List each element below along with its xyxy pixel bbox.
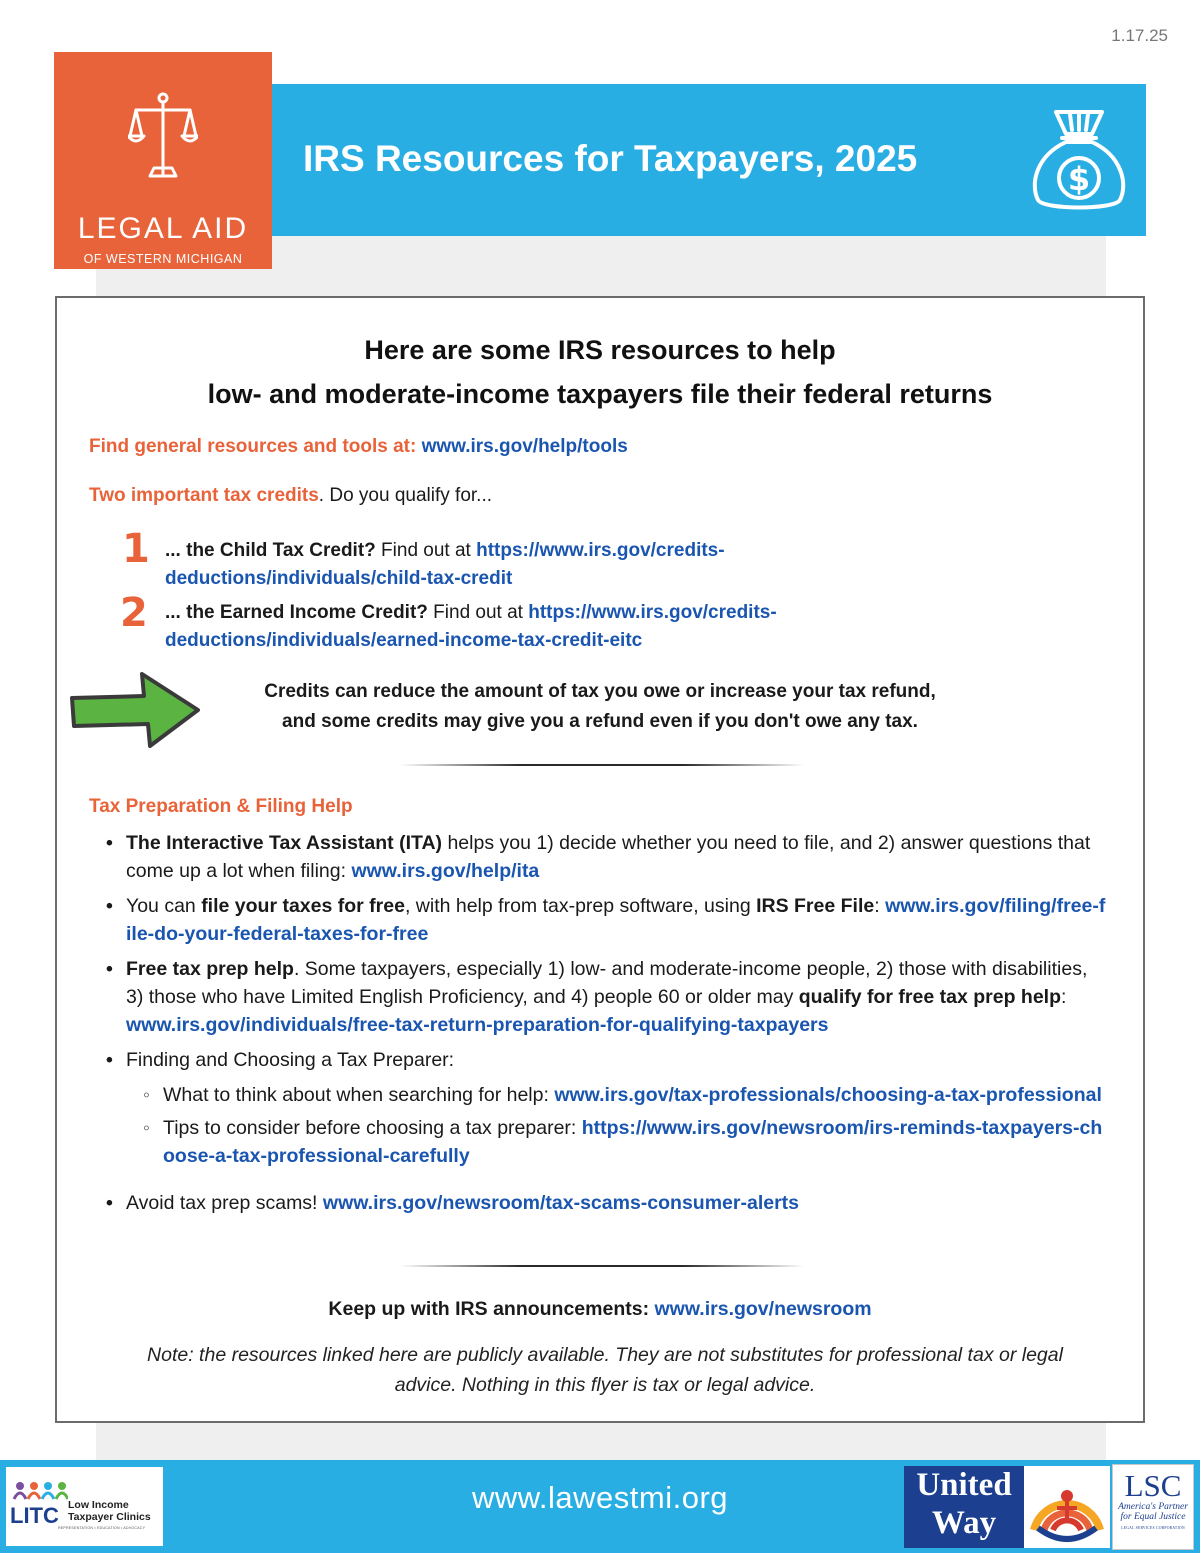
child-tax-credit-link-part2[interactable]: deductions/individuals/child-tax-credit bbox=[165, 568, 513, 589]
united-way-name bbox=[904, 1466, 1024, 1542]
freefile-text-1: You can bbox=[126, 895, 202, 917]
note-line-2: advice. Nothing in this flyer is tax or legal advice. bbox=[394, 1374, 816, 1396]
sub-list-item bbox=[106, 1114, 1106, 1170]
tips-text: Tips to consider before choosing a tax preparer: bbox=[163, 1117, 582, 1139]
sub-list-item bbox=[106, 1081, 1106, 1109]
united-way-logo bbox=[904, 1466, 1024, 1548]
freeprep-text-1: . Some taxpayers, especially 1) low- and moderate-income people, 2) those with disabilities, 3) those who have Limited English Proficiency, and 4) people 60 or older may bbox=[126, 958, 1088, 1008]
irs-reminds-link[interactable]: https://www.irs.gov/newsroom/irs-reminds-taxpayers-choose-a-tax-professional-carefully bbox=[163, 1117, 1103, 1167]
litc-name bbox=[68, 1499, 151, 1523]
tools-link[interactable]: www.irs.gov/help/tools bbox=[421, 436, 628, 457]
litc-tagline: REPRESENTATION • EDUCATION • ADVOCACY bbox=[58, 1526, 146, 1530]
section-title-prep: Tax Preparation & Filing Help bbox=[89, 796, 353, 817]
united-way-icon bbox=[1024, 1466, 1110, 1548]
lsc-tagline-line-2: for Equal Justice bbox=[1120, 1512, 1186, 1522]
freefile-text-3: : bbox=[874, 895, 886, 917]
eitc-item bbox=[165, 599, 865, 655]
freefile-bold-1: file your taxes for free bbox=[201, 895, 405, 917]
divider bbox=[400, 1265, 804, 1267]
svg-text:$: $ bbox=[1067, 160, 1091, 198]
eitc-link-part2[interactable]: deductions/individuals/earned-income-tax-credit-eitc bbox=[165, 630, 643, 651]
litc-logo bbox=[6, 1467, 163, 1546]
list-item bbox=[106, 1189, 1106, 1217]
litc-abbr: LITC bbox=[10, 1503, 59, 1528]
legal-aid-logo bbox=[54, 52, 272, 269]
note-line-1: Note: the resources linked here are publicly available. They are not substitutes for professional tax or legal bbox=[147, 1344, 1063, 1366]
freeprep-bold-1: Free tax prep help bbox=[126, 958, 294, 980]
tax-scams-link[interactable]: www.irs.gov/newsroom/tax-scams-consumer-alerts bbox=[322, 1192, 800, 1214]
ita-name: The Interactive Tax Assistant (ITA) bbox=[126, 832, 443, 854]
prep-bullet-list bbox=[106, 829, 1106, 1224]
org-subtitle: OF WESTERN MICHIGAN bbox=[83, 252, 243, 266]
eitc-question: ... the Earned Income Credit? bbox=[165, 602, 428, 623]
scams-text: Avoid tax prep scams! bbox=[126, 1192, 323, 1214]
credits-label: Two important tax credits bbox=[89, 485, 319, 506]
freeprep-bold-2: qualify for free tax prep help bbox=[798, 986, 1061, 1008]
keep-up-label: Keep up with IRS announcements: bbox=[328, 1298, 650, 1320]
freefile-text-2: , with help from tax-prep software, using bbox=[404, 895, 757, 917]
united-way-emblem bbox=[1024, 1466, 1110, 1548]
list-item bbox=[106, 955, 1106, 1039]
intro-line-1: Here are some IRS resources to help bbox=[364, 335, 836, 365]
website-link[interactable]: www.lawestmi.org bbox=[471, 1480, 729, 1515]
free-prep-link[interactable]: www.irs.gov/individuals/free-tax-return-preparation-for-qualifying-taxpayers bbox=[126, 1014, 829, 1036]
finding-text: Finding and Choosing a Tax Preparer: bbox=[126, 1049, 455, 1071]
list-item bbox=[106, 892, 1106, 948]
number-2: 2 bbox=[120, 590, 148, 636]
lsc-logo bbox=[1112, 1464, 1194, 1550]
child-tax-credit-item bbox=[165, 537, 865, 593]
choosing-professional-link[interactable]: www.irs.gov/tax-professionals/choosing-a-tax-professional bbox=[554, 1084, 1102, 1106]
newsroom-link[interactable]: www.irs.gov/newsroom bbox=[654, 1298, 872, 1320]
united-way-line-1: United bbox=[916, 1467, 1012, 1503]
intro-line-2: low- and moderate-income taxpayers file their federal returns bbox=[207, 379, 993, 409]
ita-text: helps you 1) decide whether you need to file, and 2) answer questions that come up a lot when filing: bbox=[126, 832, 1091, 882]
lsc-corporation: LEGAL SERVICES CORPORATION bbox=[1121, 1526, 1185, 1530]
lsc-tagline bbox=[1113, 1502, 1193, 1522]
page-title: IRS Resources for Taxpayers, 2025 bbox=[303, 138, 918, 179]
version-label: 1.17.25 bbox=[1111, 26, 1168, 45]
credits-intro bbox=[89, 485, 492, 507]
united-way-line-2: Way bbox=[931, 1505, 997, 1541]
choosing-text: What to think about when searching for help: bbox=[163, 1084, 555, 1106]
callout-line-1: Credits can reduce the amount of tax you owe or increase your tax refund, bbox=[264, 681, 936, 702]
keep-up-line bbox=[0, 1298, 1200, 1321]
list-item bbox=[106, 1046, 1106, 1074]
general-label: Find general resources and tools at: bbox=[89, 436, 417, 457]
callout-line-2: and some credits may give you a refund even if you don't owe any tax. bbox=[282, 711, 918, 732]
lsc-abbr: LSC bbox=[1124, 1468, 1182, 1503]
eitc-link-part1[interactable]: https://www.irs.gov/credits- bbox=[528, 602, 777, 623]
free-file-link[interactable]: www.irs.gov/filing/free-file-do-your-federal-taxes-for-free bbox=[126, 895, 1106, 945]
number-1: 1 bbox=[122, 526, 150, 572]
ita-link[interactable]: www.irs.gov/help/ita bbox=[351, 860, 540, 882]
intro-heading bbox=[0, 328, 1200, 416]
general-resources bbox=[89, 436, 628, 458]
list-item bbox=[106, 829, 1106, 885]
money-bag-icon bbox=[1026, 104, 1132, 216]
divider bbox=[400, 764, 804, 766]
child-tax-credit-question: ... the Child Tax Credit? bbox=[165, 540, 376, 561]
freeprep-text-2: : bbox=[1061, 986, 1067, 1008]
disclaimer-note bbox=[90, 1340, 1120, 1400]
org-name: LEGAL AID bbox=[77, 212, 249, 245]
lsc-tagline-line-1: America's Partner bbox=[1118, 1502, 1188, 1512]
freefile-bold-2: IRS Free File bbox=[756, 895, 875, 917]
find-out-text: Find out at bbox=[375, 540, 477, 561]
child-tax-credit-link-part1[interactable]: https://www.irs.gov/credits- bbox=[476, 540, 725, 561]
litc-name-line-1: Low Income bbox=[68, 1499, 129, 1511]
credits-text: . Do you qualify for... bbox=[318, 485, 492, 506]
scales-icon bbox=[128, 88, 198, 188]
litc-name-line-2: Taxpayer Clinics bbox=[68, 1511, 151, 1523]
find-out-text: Find out at bbox=[427, 602, 529, 623]
credits-callout bbox=[150, 677, 1050, 737]
people-icon bbox=[12, 1479, 68, 1505]
gray-band-bottom bbox=[96, 1422, 1106, 1460]
